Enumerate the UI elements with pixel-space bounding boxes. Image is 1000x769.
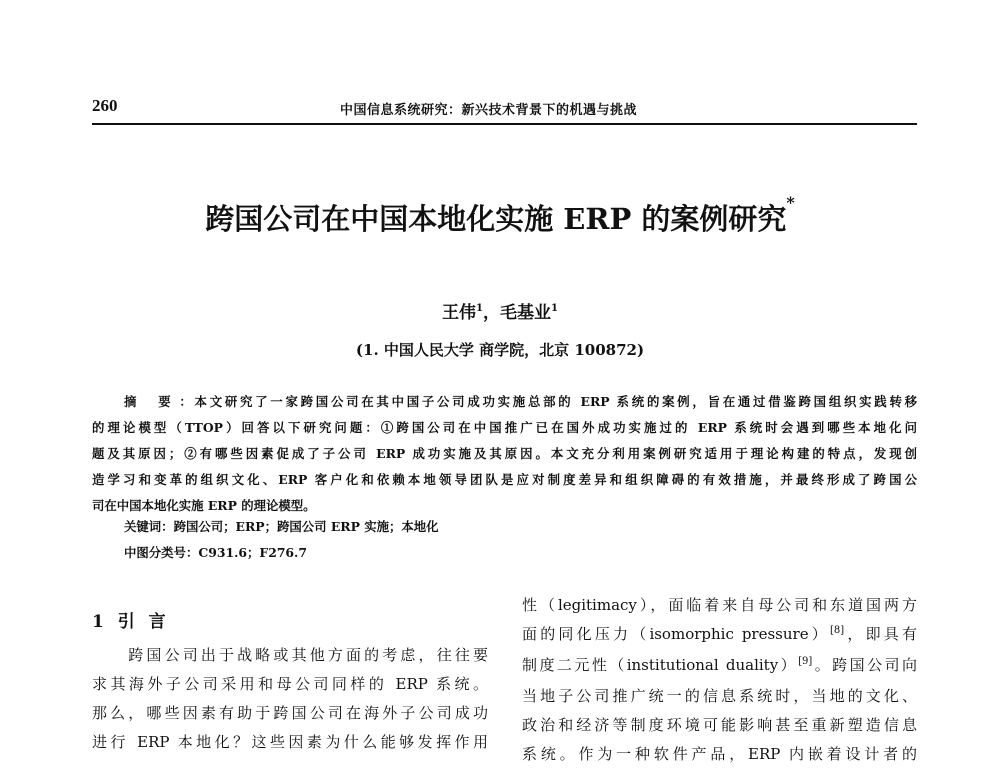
affiliation: (1. 中国人民大学 商学院，北京 100872)	[355, 341, 645, 359]
article-title-text: 跨国公司在中国本地化实施 ERP 的案例研究	[205, 202, 787, 236]
abstract-text: 本文研究了一家跨国公司在其中国子公司成功实施总部的 ERP 系统的案例，旨在通过借鉴跨国组织实践转移	[194, 394, 917, 409]
clc-label: 中图分类号：	[124, 545, 199, 560]
citation-ref: [9]	[798, 656, 813, 667]
section-heading	[92, 607, 170, 632]
running-title: 中国信息系统研究：新兴技术背景下的机遇与挑战	[340, 103, 638, 118]
body-text: 面的同化压力（isomorphic pressure）	[522, 625, 830, 643]
abstract-line: 题及其原因；②有哪些因素促成了子公司 ERP 成功实施及其原因。本文充分利用案例研究适用于理论构建的特点，发现创	[92, 446, 917, 461]
abstract-line: 摘 要：本文研究了一家跨国公司在其中国子公司成功实施总部的 ERP 系统的案例，旨在通过借鉴跨国组织实践转移	[124, 394, 917, 409]
abstract-line: 司在中国本地化实施 ERP 的理论模型。	[92, 498, 316, 513]
body-line	[522, 620, 917, 651]
section-number: 1	[92, 612, 108, 632]
body-line: 政治和经济等制度环境可能影响甚至重新塑造信息	[522, 716, 917, 734]
author-name: 王伟	[442, 303, 477, 323]
author-name: 毛基业	[500, 303, 551, 323]
header-rule	[92, 123, 917, 125]
citation-ref: [8]	[830, 625, 845, 636]
abstract	[92, 389, 917, 519]
body-line: 性（legitimacy），面临着来自母公司和东道国两方	[522, 596, 917, 614]
title-footnote-mark: *	[786, 193, 795, 212]
body-line	[522, 651, 917, 682]
body-line: 系统。作为一种软件产品，ERP 内嵌着设计者的	[522, 745, 917, 763]
body-column-left	[92, 641, 488, 757]
authors	[0, 298, 1000, 323]
body-text: 。跨国公司向	[812, 656, 917, 674]
article-title	[0, 193, 1000, 238]
abstract-label: 摘 要	[124, 394, 180, 409]
body-text: ，即具有	[844, 625, 917, 643]
body-text: 制度二元性（institutional duality）	[522, 656, 799, 674]
clc-text: C931.6；F276.7	[198, 545, 307, 560]
author-affiliation-mark: 1	[551, 303, 558, 314]
body-line: 当地子公司推广统一的信息系统时，当地的文化、	[522, 687, 917, 705]
abstract-line: 的理论模型（TTOP）回答以下研究问题：①跨国公司在中国推广已在国外成功实施过的 ERP 系统时会遇到哪些本地化问	[92, 420, 917, 435]
keywords	[124, 517, 439, 535]
body-line: 求其海外子公司采用和母公司同样的 ERP 系统。	[92, 675, 488, 693]
body-line: 那么，哪些因素有助于跨国公司在海外子公司成功	[92, 704, 488, 722]
body-line: 进行 ERP 本地化？这些因素为什么能够发挥作用	[92, 733, 488, 751]
abstract-line: 造学习和变革的组织文化、ERP 客户化和依赖本地领导团队是应对制度差异和组织障碍的有效措施，并最终形成了跨国公	[92, 472, 917, 487]
keywords-text: 跨国公司；ERP；跨国公司 ERP 实施；本地化	[173, 519, 439, 534]
author-separator: ，	[483, 303, 500, 323]
body-column-right	[522, 591, 917, 769]
body-line: 跨国公司出于战略或其他方面的考虑，往往要	[92, 646, 488, 664]
clc-number	[124, 543, 307, 561]
page-number: 260	[92, 96, 118, 115]
section-title: 引 言	[117, 612, 170, 632]
author-affiliation-mark: 1	[476, 303, 483, 314]
keywords-label: 关键词：	[124, 519, 174, 534]
